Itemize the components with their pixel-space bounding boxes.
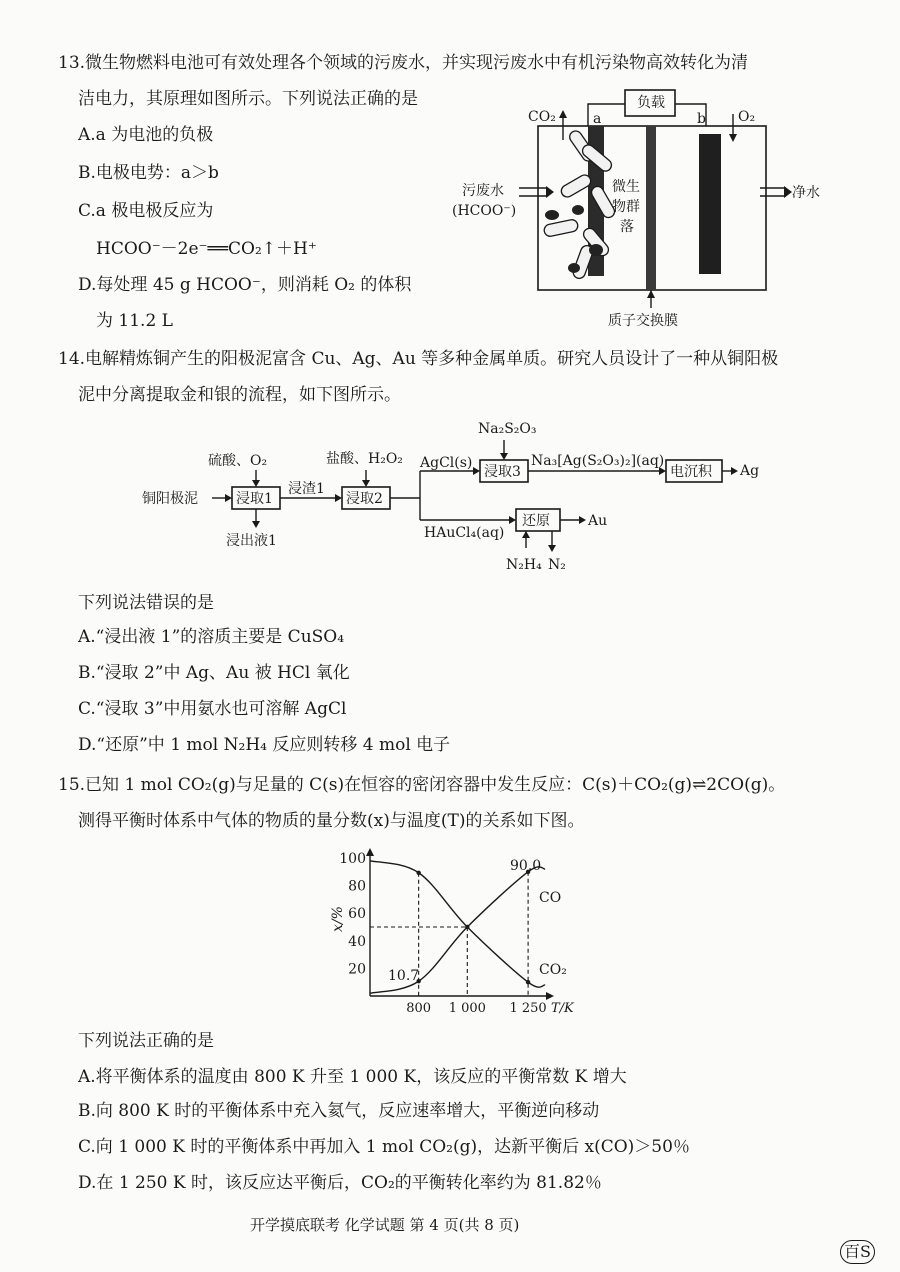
electrode-a-label: a: [593, 111, 602, 127]
q14-option-d: D.“还原”中 1 mol N₂H₄ 反应则转移 4 mol 电子: [78, 735, 451, 755]
q13-option-a: A.a 为电池的负极: [78, 125, 214, 145]
flow-box-4: 电沉积: [670, 464, 712, 480]
membrane-label: 质子交换膜: [608, 313, 678, 329]
legend-co: CO: [539, 890, 562, 906]
legend-co2: CO₂: [539, 962, 567, 978]
q15-option-a: A.将平衡体系的温度由 800 K 升至 1 000 K，该反应的平衡常数 K 增大: [78, 1067, 627, 1087]
y-tick-label: 40: [348, 933, 366, 950]
q14-option-b: B.“浸取 2”中 Ag、Au 被 HCl 氧化: [78, 663, 350, 683]
flow-au: Au: [588, 513, 608, 529]
flow-output-1: 浸出液1: [226, 533, 277, 549]
co2-label: CO₂: [528, 109, 556, 125]
x-tick-label: 800: [406, 1001, 432, 1016]
q15-option-b: B.向 800 K 时的平衡体系中充入氦气，反应速率增大，平衡逆向移动: [78, 1101, 600, 1121]
flow-box-2: 浸取2: [346, 491, 383, 507]
flow-n2: N₂: [548, 557, 566, 573]
inlet-formula: (HCOO⁻): [452, 203, 517, 219]
q14-option-c: C.“浸取 3”中用氨水也可溶解 AgCl: [78, 699, 347, 719]
q14-stem-line2: 泥中分离提取金和银的流程，如下图所示。: [78, 385, 401, 405]
inlet-label: 污废水: [462, 183, 504, 199]
y-axis-label: x/%: [330, 906, 346, 932]
data-point: [465, 925, 469, 929]
x-tick-label: 1 250: [509, 1001, 547, 1016]
flow-box-3: 浸取3: [484, 464, 521, 480]
q14-stem-line1: 14.电解精炼铜产生的阳极泥富含 Cu、Ag、Au 等多种金属单质。研究人员设计了一种从铜阳极: [58, 349, 779, 369]
flow-agcl: AgCl(s): [420, 455, 473, 471]
q13-stem-line2: 洁电力，其原理如图所示。下列说法正确的是: [78, 89, 418, 109]
flow-reagent-2: 盐酸、H₂O₂: [326, 451, 403, 467]
microbe-label-3: 落: [620, 219, 634, 235]
q13-stem-line1: 13.微生物燃料电池可有效处理各个领域的污废水，并实现污废水中有机污染物高效转化为清: [58, 53, 749, 73]
q13-option-c-equation: HCOO⁻－2e⁻══CO₂↑＋H⁺: [96, 239, 317, 259]
x-axis-label: T/K: [551, 1001, 574, 1016]
q15-question: 下列说法正确的是: [78, 1031, 214, 1051]
x-tick-label: 1 000: [448, 1001, 486, 1016]
flow-box-1: 浸取1: [236, 491, 273, 507]
flow-residue-1: 浸渣1: [288, 481, 325, 497]
y-tick-label: 80: [348, 878, 366, 895]
annotation-10-7: 10.7: [388, 968, 420, 984]
q13-option-c: C.a 极电极反应为: [78, 201, 214, 221]
q14-option-a: A.“浸出液 1”的溶质主要是 CuSO₄: [78, 627, 345, 647]
annotation-90: 90.0: [510, 858, 542, 874]
flow-reagent-1: 硫酸、O₂: [208, 453, 268, 469]
flow-haucl4: HAuCl₄(aq): [424, 525, 505, 541]
flow-box-5: 还原: [522, 513, 550, 529]
q13-option-d-line2: 为 11.2 L: [96, 311, 173, 331]
q15-option-d: D.在 1 250 K 时，该反应达平衡后，CO₂的平衡转化率约为 81.82％: [78, 1173, 602, 1193]
microbe-label-2: 物群: [612, 199, 640, 215]
q15-option-c: C.向 1 000 K 时的平衡体系中再加入 1 mol CO₂(g)，达新平衡后 x(CO)＞50％: [78, 1137, 690, 1157]
y-tick-label: 60: [348, 906, 366, 923]
flow-start: 铜阳极泥: [142, 491, 198, 507]
q14-question: 下列说法错误的是: [78, 593, 214, 613]
q15-stem-line2: 测得平衡时体系中气体的物质的量分数(x)与温度(T)的关系如下图。: [78, 811, 585, 831]
o2-label: O₂: [738, 109, 756, 125]
corner-badge: 百S: [840, 1240, 875, 1264]
y-tick-label: 20: [348, 961, 366, 978]
page-footer: 开学摸底联考 化学试题 第 4 页(共 8 页): [250, 1216, 520, 1234]
microbe-label-1: 微生: [612, 179, 640, 195]
q13-option-b: B.电极电势：a＞b: [78, 163, 219, 183]
electrode-b-label: b: [697, 111, 706, 127]
y-tick-label: 100: [339, 851, 366, 867]
load-label: 负载: [637, 95, 665, 111]
data-point: [416, 871, 420, 875]
q15-stem-line1: 15.已知 1 mol CO₂(g)与足量的 C(s)在恒容的密闭容器中发生反应：C(s)＋CO₂(g)⇌2CO(g)。: [58, 775, 786, 795]
q13-option-d-line1: D.每处理 45 g HCOO⁻，则消耗 O₂ 的体积: [78, 275, 412, 295]
flow-complex: Na₃[Ag(S₂O₃)₂](aq): [531, 453, 665, 469]
flow-ag: Ag: [740, 463, 760, 479]
flow-na2s2o3: Na₂S₂O₃: [478, 421, 537, 437]
data-point: [526, 980, 530, 984]
outlet-label: 净水: [792, 185, 820, 201]
flow-n2h4: N₂H₄: [506, 557, 542, 573]
